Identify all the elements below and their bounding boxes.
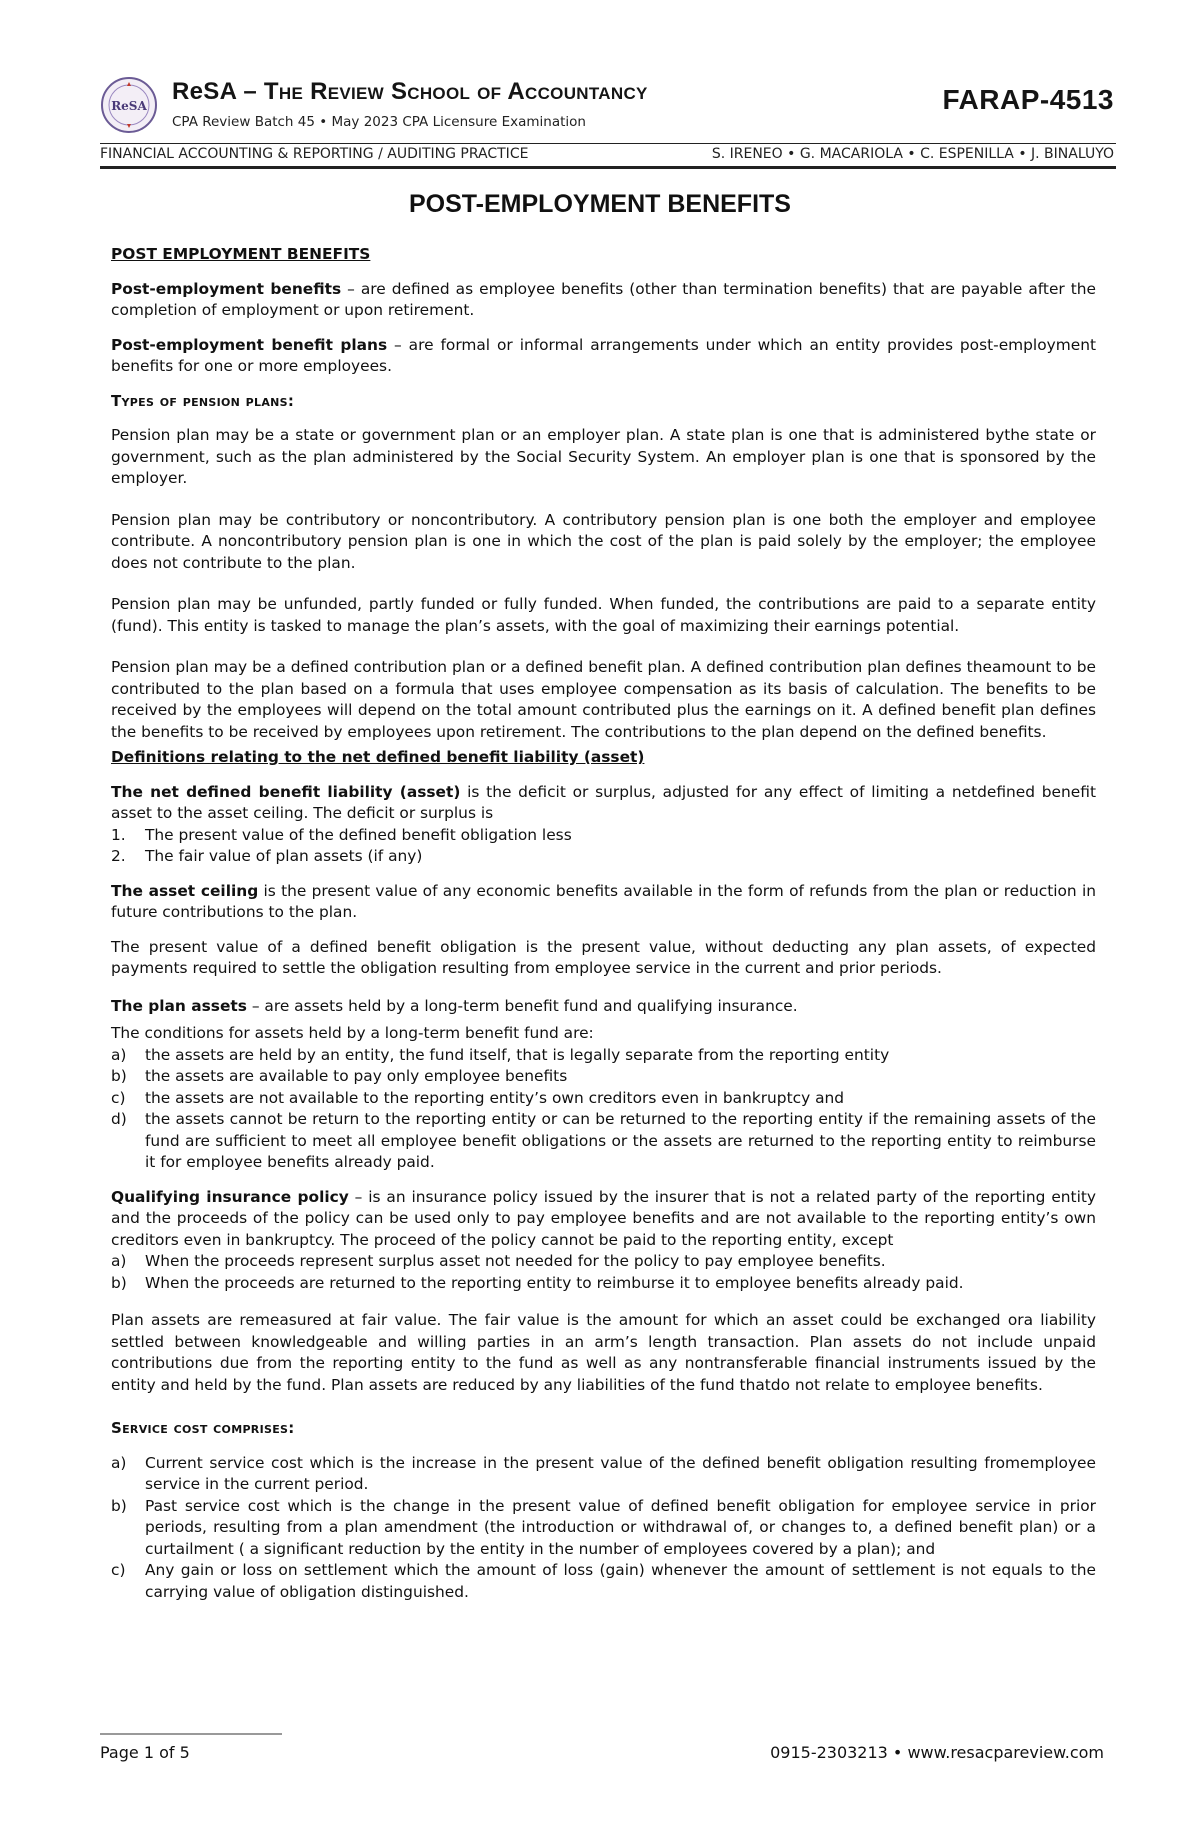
page-title: POST-EMPLOYMENT BENEFITS bbox=[409, 190, 791, 218]
list-item: a) the assets are held by an entity, the fund itself, that is legally separate from the reporting entity bbox=[111, 1045, 890, 1064]
paragraph: Plan assets are remeasured at fair value. The fair value is the amount for which an asset could be exchanged ora liability settled between knowledgeable and willing parties in an arm’s length transaction. Plan assets do not include unpaid contributions due from the reporting entity to the fund as well as any nontransferable financial instruments issued by the entity and held by the fund. Plan assets are reduced by any liabilities of the fund thatdo not relate to employee benefits. bbox=[111, 1311, 1096, 1394]
definition-paragraph bbox=[111, 1187, 1096, 1252]
term: Post-employment benefit plans bbox=[111, 335, 388, 354]
lettered-list bbox=[111, 1251, 1096, 1294]
header-divider bbox=[100, 143, 1116, 144]
definition: – are formal or informal arrangements under which an entity provides post-employment benefits for one or more employees. bbox=[111, 335, 1096, 375]
definition-paragraph bbox=[111, 782, 1096, 825]
section-heading: POST EMPLOYMENT BENEFITS bbox=[111, 245, 371, 263]
list-item: a) When the proceeds represent surplus asset not needed for the policy to pay employee benefits. bbox=[111, 1252, 886, 1270]
definition: is the deficit or surplus, adjusted for any effect of limiting a netdefined benefit asset to the asset ceiling. The deficit or surplus is bbox=[111, 782, 1096, 822]
list-item: c) Any gain or loss on settlement which the amount of loss (gain) whenever the amount of settlement is not equals to the carrying value of obligation distinguished. bbox=[111, 1561, 1096, 1601]
paragraph: Pension plan may be unfunded, partly funded or fully funded. When funded, the contributions are paid to a separate entity (fund). This entity is tasked to manage the plan’s assets, with the goal of maximizing their earnings potential. bbox=[111, 595, 1096, 635]
section-heading: Types of pension plans: bbox=[111, 391, 295, 410]
definition: – are assets held by a long-term benefit fund and qualifying insurance. bbox=[246, 996, 798, 1015]
list-item: 1. The present value of the defined benefit obligation less bbox=[111, 825, 572, 844]
term: The plan assets bbox=[111, 996, 247, 1015]
paragraph: Pension plan may be contributory or noncontributory. A contributory pension plan is one both the employer and employee contribute. A noncontributory pension plan is one in which the cost of the plan is paid solely by the employer; the employee does not contribute to the plan. bbox=[111, 510, 1096, 572]
definition-paragraph bbox=[111, 881, 1096, 924]
footer-divider bbox=[100, 1733, 282, 1735]
resa-logo bbox=[100, 76, 158, 134]
authors-line: S. IRENEO • G. MACARIOLA • C. ESPENILLA • J. BINALUYO bbox=[711, 146, 1114, 162]
svg-text:ReSA: ReSA bbox=[111, 99, 147, 113]
paragraph: Pension plan may be a state or government plan or an employer plan. A state plan is one that is administered bythe state or government, such as the plan administered by the Social Security System. An employer plan is one that is sponsored by the employer. bbox=[111, 426, 1096, 487]
header-divider-thick bbox=[100, 166, 1116, 169]
definition: – are defined as employee benefits (other than termination benefits) that are payable after the completion of employment or upon retirement. bbox=[111, 279, 1097, 319]
lettered-list bbox=[111, 1453, 1096, 1604]
brand-acronym: ReSA bbox=[172, 78, 237, 105]
term: The net defined benefit liability (asset) bbox=[111, 782, 461, 801]
page-number: Page 1 of 5 bbox=[100, 1743, 190, 1762]
list-item: c) the assets are not available to the reporting entity’s own creditors even in bankruptcy and bbox=[111, 1088, 845, 1107]
term: The asset ceiling bbox=[111, 881, 259, 900]
subject-line: FINANCIAL ACCOUNTING & REPORTING / AUDITING PRACTICE bbox=[100, 146, 529, 162]
list-item: d) the assets cannot be return to the reporting entity or can be returned to the reporting entity if the remaining assets of the fund are sufficient to meet all employee benefit obligations or the assets are returned to the reporting entity to reimburse it for employee benefits already paid. bbox=[111, 1110, 1096, 1171]
definition-paragraph bbox=[111, 335, 1096, 378]
handout-code: FARAP-4513 bbox=[942, 84, 1114, 115]
paragraph: The conditions for assets held by a long-term benefit fund are: bbox=[111, 1024, 594, 1042]
brand-full-name: – The Review School of Accountancy bbox=[243, 78, 648, 105]
section-heading: Definitions relating to the net defined benefit liability (asset) bbox=[111, 748, 645, 766]
contact-info: 0915-2303213 • www.resacpareview.com bbox=[770, 1743, 1104, 1762]
definition-paragraph bbox=[111, 996, 1096, 1018]
school-name bbox=[172, 78, 648, 106]
content-body bbox=[111, 244, 1096, 1616]
list-item: a) Current service cost which is the increase in the present value of the defined benefit obligation resulting fromemployee service in the current period. bbox=[111, 1453, 1096, 1493]
definition: – is an insurance policy issued by the insurer that is not a related party of the reporting entity and the proceeds of the policy can be used only to pay employee benefits and are not available to the reporting entity’s own creditors even in bankruptcy. The proceed of the policy cannot be paid to the reporting entity, except bbox=[111, 1187, 1096, 1249]
term: Qualifying insurance policy bbox=[111, 1187, 349, 1206]
definition: is the present value of any economic benefits available in the form of refunds from the plan or reduction in future contributions to the plan. bbox=[111, 881, 1096, 921]
list-item: b) When the proceeds are returned to the reporting entity to reimburse it to employee benefits already paid. bbox=[111, 1273, 964, 1292]
batch-info: CPA Review Batch 45 • May 2023 CPA Licensure Examination bbox=[172, 114, 586, 130]
list-item: 2. The fair value of plan assets (if any) bbox=[111, 847, 423, 865]
numbered-list bbox=[111, 825, 1096, 868]
list-item: b) the assets are available to pay only employee benefits bbox=[111, 1067, 568, 1085]
paragraph: The present value of a defined benefit obligation is the present value, without deducting any plan assets, of expected payments required to settle the obligation resulting from employee service in the current and prior periods. bbox=[111, 937, 1096, 977]
definition-paragraph bbox=[111, 279, 1096, 322]
section-heading: Service cost comprises: bbox=[111, 1419, 295, 1437]
lettered-list bbox=[111, 1045, 1096, 1174]
list-item: b) Past service cost which is the change in the present value of defined benefit obligation for employee service in prior periods, resulting from a plan amendment (the introduction or withdrawal of, or changes to, a defined benefit plan) or a curtailment ( a significant reduction by the entity in the number of employees covered by a plan); and bbox=[111, 1496, 1096, 1558]
paragraph: Pension plan may be a defined contribution plan or a defined benefit plan. A defined contribution plan defines theamount to be contributed to the plan based on a formula that uses employee compensation as its basis of calculation. The benefits to be received by the employees will depend on the total amount contributed plus the earnings on it. A defined benefit plan defines the benefits to be received by employees upon retirement. The contributions to the plan depend on the defined benefits. bbox=[111, 658, 1096, 741]
term: Post-employment benefits bbox=[111, 279, 342, 298]
